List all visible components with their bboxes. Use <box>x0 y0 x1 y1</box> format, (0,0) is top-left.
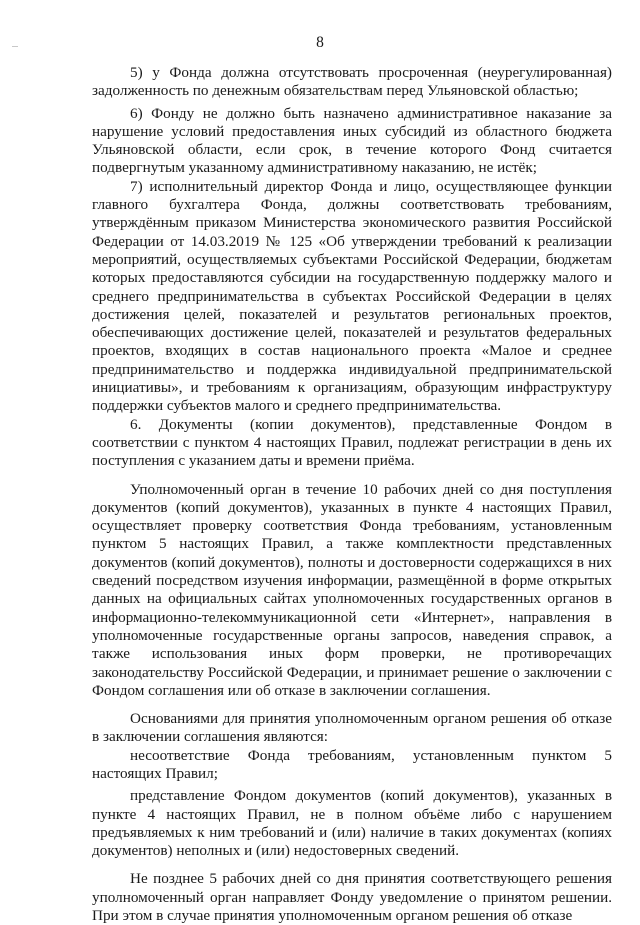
paragraph-item-6: 6) Фонду не должно быть назначено административное наказание за нарушение условий предоставления иных субсидий из областного бюджета Ульяновской области, если срок, в течение которого Фонд считается подвергнутым указанному административному наказанию, не истёк; <box>92 104 612 177</box>
paragraph-item-5: 5) у Фонда должна отсутствовать просроченная (неурегулированная) задолженность по денежным обязательствам перед Ульяновской областью; <box>92 64 612 100</box>
document-body <box>92 64 612 925</box>
paragraph-item-7: 7) исполнительный директор Фонда и лицо, осуществляющее функции главного бухгалтера Фонда, должны соответствовать требованиям, утверждённым приказом Министерства экономического развития Российской Федерации от 14.03.2019 № 125 «Об утверждении требований к реализации мероприятий, осуществляемых субъектами Российской Федерации, бюджетам которых предоставляются субсидии на государственную поддержку малого и среднего предпринимательства в субъектах Российской Федерации в целях достижения целей, показателей и результатов региональных проектов, обеспечивающих достижение целей, показателей и результатов федеральных проектов, входящих в состав национального проекта «Малое и среднее предпринимательство и поддержка индивидуальной предпринимательской инициативы», и требованиям к организациям, образующим инфраструктуру поддержки субъектов малого и среднего предпринимательства. <box>92 177 612 415</box>
paragraph-clause-6: 6. Документы (копии документов), представленные Фондом в соответствии с пунктом 4 настоящих Правил, подлежат регистрации в день их поступления с указанием даты и времени приёма. <box>92 415 612 470</box>
paragraph-ground-1: несоответствие Фонда требованиям, установленным пунктом 5 настоящих Правил; <box>92 746 612 782</box>
paragraph-verification: Уполномоченный орган в течение 10 рабочих дней со дня поступления документов (копий документов), указанных в пункте 4 настоящих Правил, осуществляет проверку соответствия Фонда требованиям, установленным пунктом 5 настоящих Правил, а также комплектности представленных документов (копий документов), полноты и достоверности содержащихся в них сведений посредством изучения информации, размещённой в форме открытых данных на официальных сайтах уполномоченных государственных органов в информационно-телекоммуникационной сети «Интернет», направления в уполномоченные государственные органы запросов, наведения справок, а также использования иных форм проверки, не противоречащих законодательству Российской Федерации, и принимает решение о заключении с Фондом соглашения или об отказе в заключении соглашения. <box>92 480 612 699</box>
paragraph-refusal-grounds: Основаниями для принятия уполномоченным органом решения об отказе в заключении соглашения являются: <box>92 710 612 746</box>
paragraph-notification: Не позднее 5 рабочих дней со дня принятия соответствующего решения уполномоченный орган направляет Фонду уведомление о принятом решении. При этом в случае принятия уполномоченным органом решения об отказе <box>92 870 612 925</box>
page-number: 8 <box>316 34 324 51</box>
paragraph-ground-2: представление Фондом документов (копий документов), указанных в пункте 4 настоящих Правил, не в полном объёме либо с нарушением предъявляемых к ним требований и (или) наличие в таких документах (копиях документов) неполных и (или) недостоверных сведений. <box>92 787 612 860</box>
